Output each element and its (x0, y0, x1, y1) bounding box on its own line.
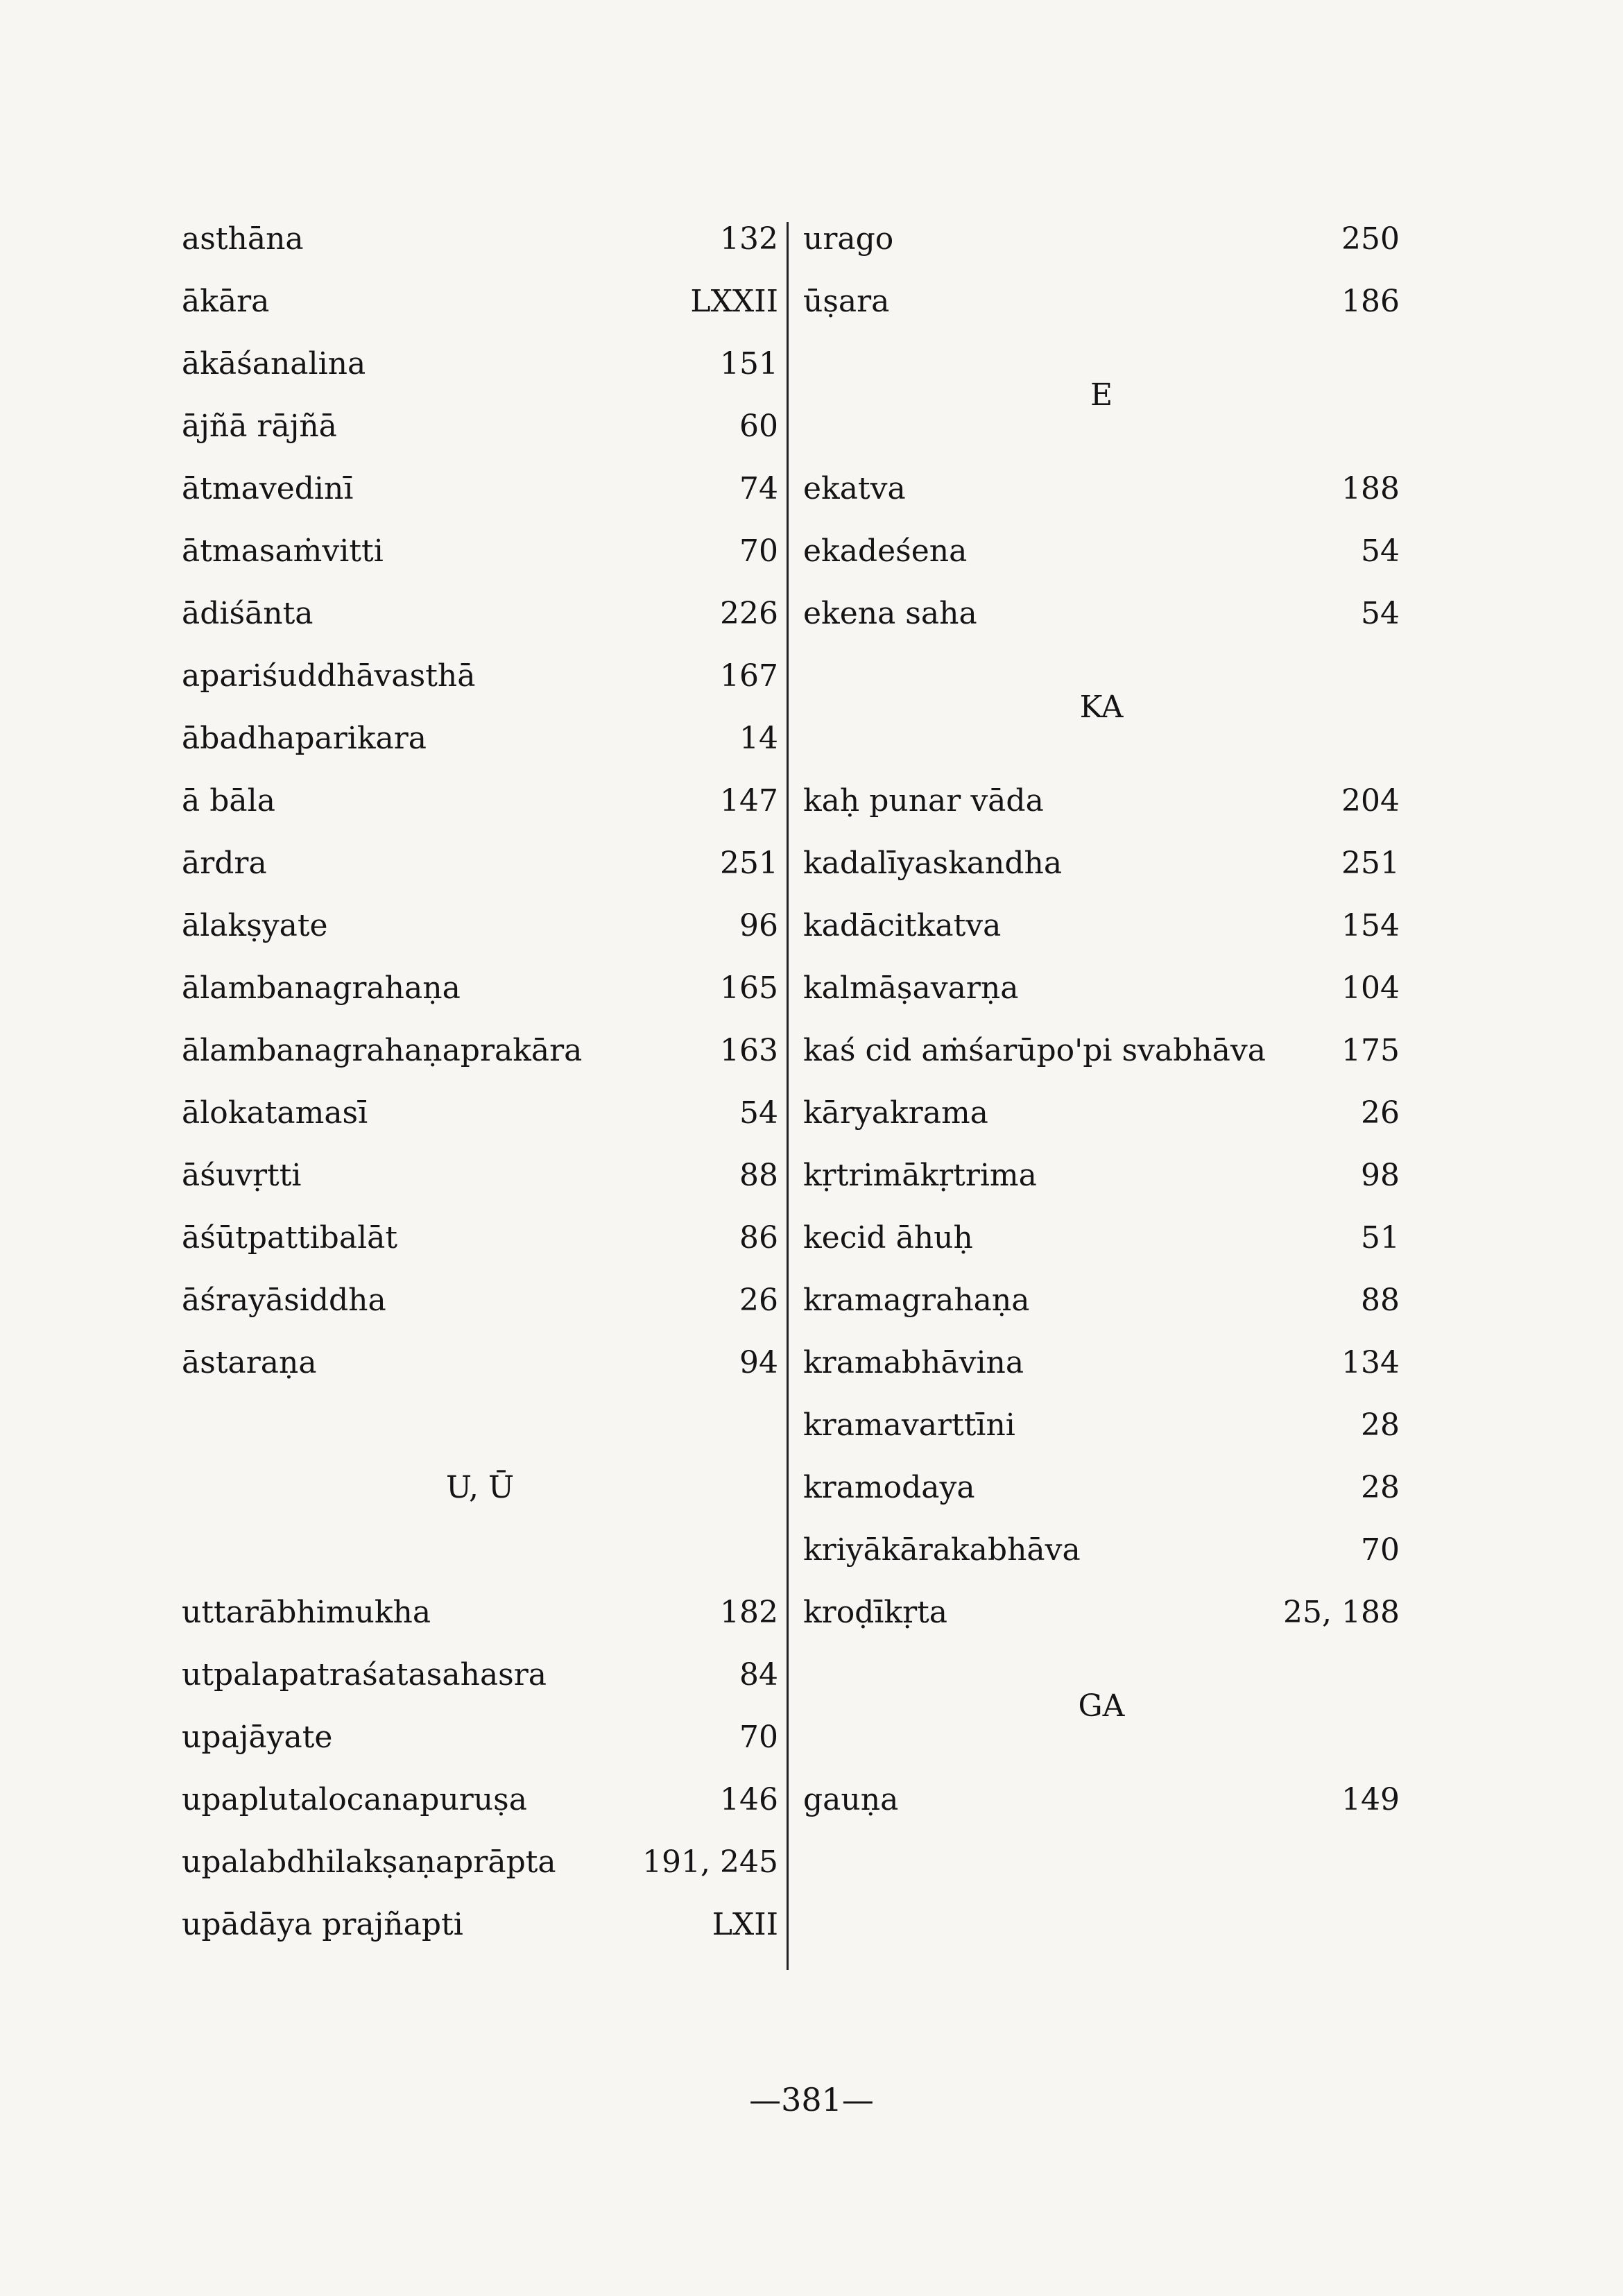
entry-page: 149 (1341, 1782, 1400, 1817)
entry-term: upaplutalocanapuruṣa (182, 1782, 527, 1817)
index-entry (182, 1207, 778, 1269)
entry-page: 88 (1361, 1283, 1400, 1318)
index-entry (182, 1582, 778, 1644)
index-entry (803, 1457, 1400, 1519)
entry-page: 163 (720, 1033, 778, 1068)
entry-term: ārdra (182, 846, 267, 881)
entry-page: 151 (720, 346, 778, 382)
entry-page: 54 (1361, 533, 1400, 569)
section-heading-ga: GA (1078, 1688, 1125, 1724)
entry-page: 250 (1341, 221, 1400, 257)
index-entry (182, 1644, 778, 1706)
index-entry (182, 832, 778, 895)
index-entry (182, 1831, 778, 1894)
entry-page: 54 (1361, 596, 1400, 631)
entries-a (182, 208, 778, 1394)
entries-u (182, 1582, 778, 1956)
index-entry (182, 395, 778, 458)
index-entry (803, 1145, 1400, 1207)
entry-term: kadalīyaskandha (803, 846, 1063, 881)
entry-page: 191, 245 (642, 1844, 778, 1880)
entry-page: 25, 188 (1283, 1595, 1400, 1630)
entries-e (803, 458, 1400, 645)
index-entry (803, 1020, 1400, 1082)
index-entry (803, 458, 1400, 520)
entry-page: 74 (739, 471, 778, 506)
entry-term: apariśuddhāvasthā (182, 658, 476, 694)
entry-page: 51 (1361, 1220, 1400, 1256)
entry-term: asthāna (182, 221, 304, 257)
index-entry (803, 1207, 1400, 1269)
index-entry (182, 1769, 778, 1831)
entry-term: kramagrahaṇa (803, 1283, 1030, 1318)
column-divider (787, 222, 789, 1970)
index-entry (182, 957, 778, 1020)
right-column (803, 208, 1400, 1831)
section-spacer (182, 1394, 778, 1457)
index-entry (182, 1706, 778, 1769)
entry-page: LXXII (690, 284, 778, 319)
index-entry (803, 1582, 1400, 1644)
entry-term: urago (803, 221, 894, 257)
entry-term: kramavarttīni (803, 1407, 1015, 1443)
entry-term: ālambanagrahaṇaprakāra (182, 1033, 583, 1068)
entry-page: 84 (739, 1657, 778, 1693)
entry-page: 88 (739, 1158, 778, 1193)
entry-page: 86 (739, 1220, 778, 1256)
entry-term: ātmavedinī (182, 471, 354, 506)
entry-page: 70 (1361, 1532, 1400, 1568)
entry-page: 204 (1341, 783, 1400, 819)
entry-page: 167 (720, 658, 778, 694)
entry-term: āśuvṛtti (182, 1158, 302, 1193)
entry-page: LXII (712, 1907, 778, 1942)
entry-page: 175 (1341, 1033, 1400, 1068)
entry-term: kaś cid aṁśarūpo'pi svabhāva (803, 1033, 1266, 1068)
index-entry (182, 1082, 778, 1145)
index-entry (182, 458, 778, 520)
entries-ga (803, 1769, 1400, 1831)
section-spacer (803, 1644, 1400, 1675)
entry-term: ājñā rājñā (182, 409, 337, 444)
entry-term: āstaraṇa (182, 1345, 317, 1380)
index-entry (182, 770, 778, 832)
entry-term: ālambanagrahaṇa (182, 970, 461, 1006)
index-entry (182, 208, 778, 271)
section-spacer (803, 645, 1400, 676)
index-entry (182, 1145, 778, 1207)
entry-page: 188 (1341, 471, 1400, 506)
index-entry (182, 1894, 778, 1956)
entry-term: ekatva (803, 471, 906, 506)
entry-term: kadācitkatva (803, 908, 1002, 943)
entry-term: ekadeśena (803, 533, 968, 569)
entry-term: ābadhaparikara (182, 721, 427, 756)
entry-page: 70 (739, 533, 778, 569)
index-entry (803, 895, 1400, 957)
index-entry (803, 520, 1400, 583)
entry-page: 165 (720, 970, 778, 1006)
entry-page: 226 (720, 596, 778, 631)
section-spacer (803, 739, 1400, 770)
entry-page: 98 (1361, 1158, 1400, 1193)
entry-page: 134 (1341, 1345, 1400, 1380)
entry-term: kroḍīkṛta (803, 1595, 948, 1630)
index-entry (182, 1020, 778, 1082)
entry-page: 147 (720, 783, 778, 819)
entry-term: kramodaya (803, 1470, 975, 1505)
entry-page: 154 (1341, 908, 1400, 943)
section-spacer (803, 1738, 1400, 1769)
entry-term: āśūtpattibalāt (182, 1220, 398, 1256)
index-entry (182, 708, 778, 770)
index-entry (803, 1082, 1400, 1145)
entries-u-continued (803, 208, 1400, 333)
index-entry (182, 333, 778, 395)
entry-term: kaḥ punar vāda (803, 783, 1044, 819)
entry-term: ālakṣyate (182, 908, 328, 943)
entry-term: ākāra (182, 284, 270, 319)
entry-term: uttarābhimukha (182, 1595, 431, 1630)
entry-page: 186 (1341, 284, 1400, 319)
entry-term: ālokatamasī (182, 1095, 368, 1131)
index-entry (182, 271, 778, 333)
entry-term: upajāyate (182, 1720, 333, 1755)
index-entry (803, 1519, 1400, 1582)
entry-term: utpalapatraśatasahasra (182, 1657, 547, 1693)
entry-term: kramabhāvina (803, 1345, 1024, 1380)
entry-page: 28 (1361, 1407, 1400, 1443)
left-column (182, 208, 778, 1956)
entry-term: ādiśānta (182, 596, 314, 631)
entry-page: 28 (1361, 1470, 1400, 1505)
entry-page: 251 (720, 846, 778, 881)
entry-term: ākāśanalina (182, 346, 366, 382)
entry-term: gauṇa (803, 1782, 899, 1817)
entry-page: 60 (739, 409, 778, 444)
entry-page: 96 (739, 908, 778, 943)
entry-term: ekena saha (803, 596, 977, 631)
entry-page: 104 (1341, 970, 1400, 1006)
page-number: —381— (749, 2081, 874, 2118)
section-spacer (803, 333, 1400, 364)
entry-term: kalmāṣavarṇa (803, 970, 1019, 1006)
entry-term: ā bāla (182, 783, 275, 819)
entry-page: 251 (1341, 846, 1400, 881)
entry-term: ātmasaṁvitti (182, 533, 384, 569)
index-entry (803, 770, 1400, 832)
entry-page: 70 (739, 1720, 778, 1755)
index-entry (803, 1332, 1400, 1394)
entry-page: 182 (720, 1595, 778, 1630)
entry-page: 26 (739, 1283, 778, 1318)
index-entry (182, 645, 778, 708)
entry-page: 94 (739, 1345, 778, 1380)
entry-term: upādāya prajñapti (182, 1907, 463, 1942)
index-entry (803, 832, 1400, 895)
entry-term: āśrayāsiddha (182, 1283, 386, 1318)
entry-term: kecid āhuḥ (803, 1220, 973, 1256)
entry-term: kriyākārakabhāva (803, 1532, 1081, 1568)
entry-page: 132 (720, 221, 778, 257)
section-heading-e: E (1090, 377, 1113, 413)
entry-page: 26 (1361, 1095, 1400, 1131)
entry-term: kāryakrama (803, 1095, 988, 1131)
entry-page: 54 (739, 1095, 778, 1131)
index-entry (803, 1769, 1400, 1831)
index-entry (182, 520, 778, 583)
index-entry (182, 1332, 778, 1394)
section-heading-u: U, Ū (445, 1470, 515, 1505)
entries-ka (803, 770, 1400, 1644)
index-entry (803, 208, 1400, 271)
entry-term: ūṣara (803, 284, 890, 319)
section-spacer (182, 1519, 778, 1582)
entry-page: 14 (739, 721, 778, 756)
index-entry (182, 895, 778, 957)
entry-term: kṛtrimākṛtrima (803, 1158, 1037, 1193)
entry-page: 146 (720, 1782, 778, 1817)
index-entry (803, 1269, 1400, 1332)
entry-term: upalabdhilakṣaṇaprāpta (182, 1844, 556, 1880)
section-heading-ka: KA (1079, 689, 1124, 725)
index-entry (803, 1394, 1400, 1457)
index-entry (182, 1269, 778, 1332)
index-entry (803, 583, 1400, 645)
index-entry (803, 957, 1400, 1020)
index-entry (182, 583, 778, 645)
index-entry (803, 271, 1400, 333)
section-spacer (803, 427, 1400, 458)
